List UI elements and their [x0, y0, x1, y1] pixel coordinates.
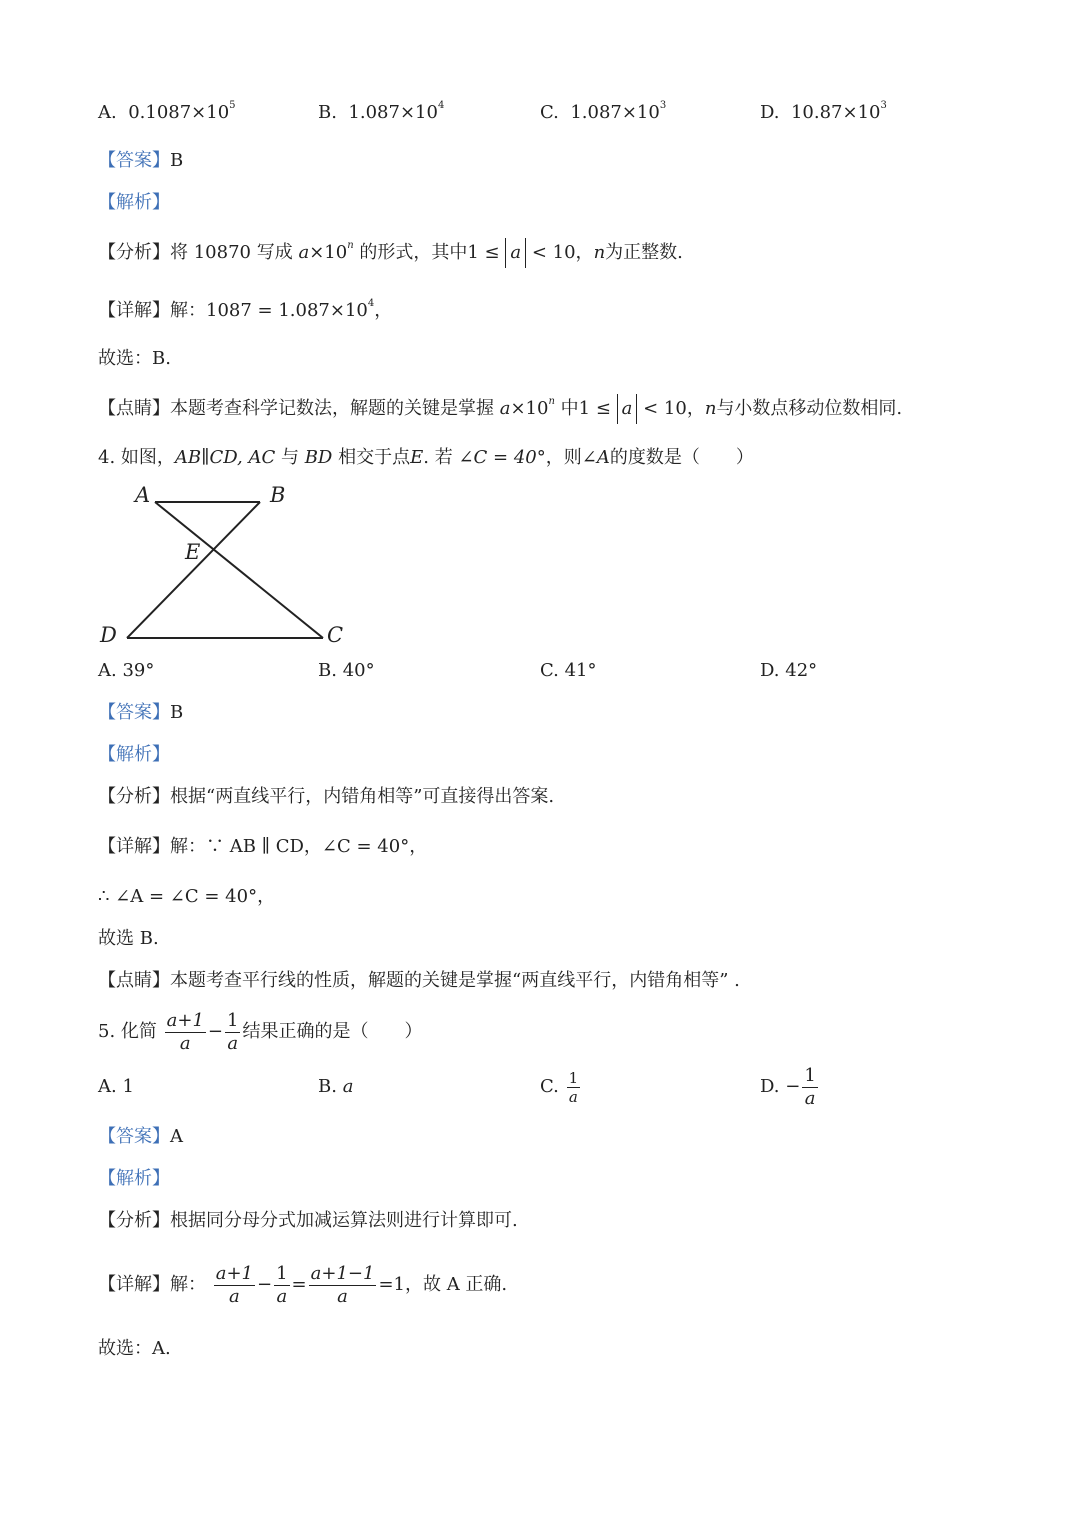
q5-fenxi: 【分析】根据同分母分式加减运算法则进行计算即可. [98, 1210, 518, 1231]
q3-jiexi: 【解析】 [98, 192, 170, 213]
q5-option-c: C. $\frac{1}{a}$ [540, 1068, 579, 1106]
q5-fraction-2: $\frac{1}{a}$ [227, 1009, 239, 1054]
q3-option-b: B. $1.087\times 10^4$ [318, 100, 445, 123]
q3-xiangjie: 【详解】解：$1087 = 1.087\times 10^4$， [98, 298, 393, 321]
q5-option-a: A. 1 [98, 1076, 134, 1097]
label-d: D [100, 623, 117, 647]
q4-xiangjie: 【详解】解：∵ AB ∥ CD，∠C = 40°， [98, 836, 428, 857]
q3-answer: 【答案】B [98, 150, 184, 171]
label-b: B [270, 483, 286, 507]
q3-dianjing: 【点睛】本题考查科学记数法，解题的关键是掌握 $a\times 10^n$ 中1 ≤ a < 10，n与小数点移动位数相同. [98, 394, 902, 424]
q3-option-d: D. $10.87\times 10^3$ [760, 100, 887, 123]
q4-option-b: B. 40° [318, 660, 375, 681]
q4-figure [95, 478, 365, 648]
q4-option-c: C. 41° [540, 660, 597, 681]
q4-fenxi: 【分析】根据“两直线平行，内错角相等”可直接得出答案. [98, 786, 555, 807]
q3-option-c: C. $1.087\times 10^3$ [540, 100, 667, 123]
q5-xiangjie: 【详解】解： $\frac{a+1}{a}$ − $\frac{1}{a}$ = $\frac{a+1-1}{a}$ =1，故 A 正确. [98, 1262, 508, 1307]
q4-option-a: A. 39° [98, 660, 155, 681]
label-e: E [185, 540, 201, 564]
q5-jiexi: 【解析】 [98, 1168, 170, 1189]
label-a: A [135, 483, 151, 507]
q4-therefore: ∴ ∠A = ∠C = 40°， [98, 886, 276, 907]
q4-dianjing: 【点睛】本题考查平行线的性质，解题的关键是掌握“两直线平行，内错角相等” . [98, 970, 740, 991]
q4-option-d: D. 42° [760, 660, 818, 681]
q4-stem: 4. 如图，AB∥CD, AC 与 BD 相交于点E. 若 ∠C = 40°，则∠A的度数是（ ） [98, 447, 754, 468]
q4-guxuan: 故选 B. [98, 928, 159, 949]
q4-answer: 【答案】B [98, 702, 184, 723]
q4-jiexi: 【解析】 [98, 744, 170, 765]
q5-stem: 5. 化简 $\frac{a+1}{a}$ − $\frac{1}{a}$ 结果正确的是（ ） [98, 1009, 423, 1054]
q5-option-b: B. a [318, 1076, 354, 1097]
q3-option-a: A. $0.1087\times 10^5$ [98, 100, 236, 123]
q5-fraction-1: $\frac{a+1}{a}$ [166, 1009, 204, 1054]
q3-guxuan: 故选：B. [98, 348, 171, 369]
q3-fenxi: 【分析】将 10870 写成 $a\times 10^n$ 的形式，其中1 ≤ a < 10，n为正整数. [98, 238, 683, 268]
q5-guxuan: 故选：A. [98, 1338, 171, 1359]
label-c: C [327, 623, 344, 647]
q5-answer: 【答案】A [98, 1126, 183, 1147]
q5-option-d: D. − $\frac{1}{a}$ [760, 1064, 816, 1109]
